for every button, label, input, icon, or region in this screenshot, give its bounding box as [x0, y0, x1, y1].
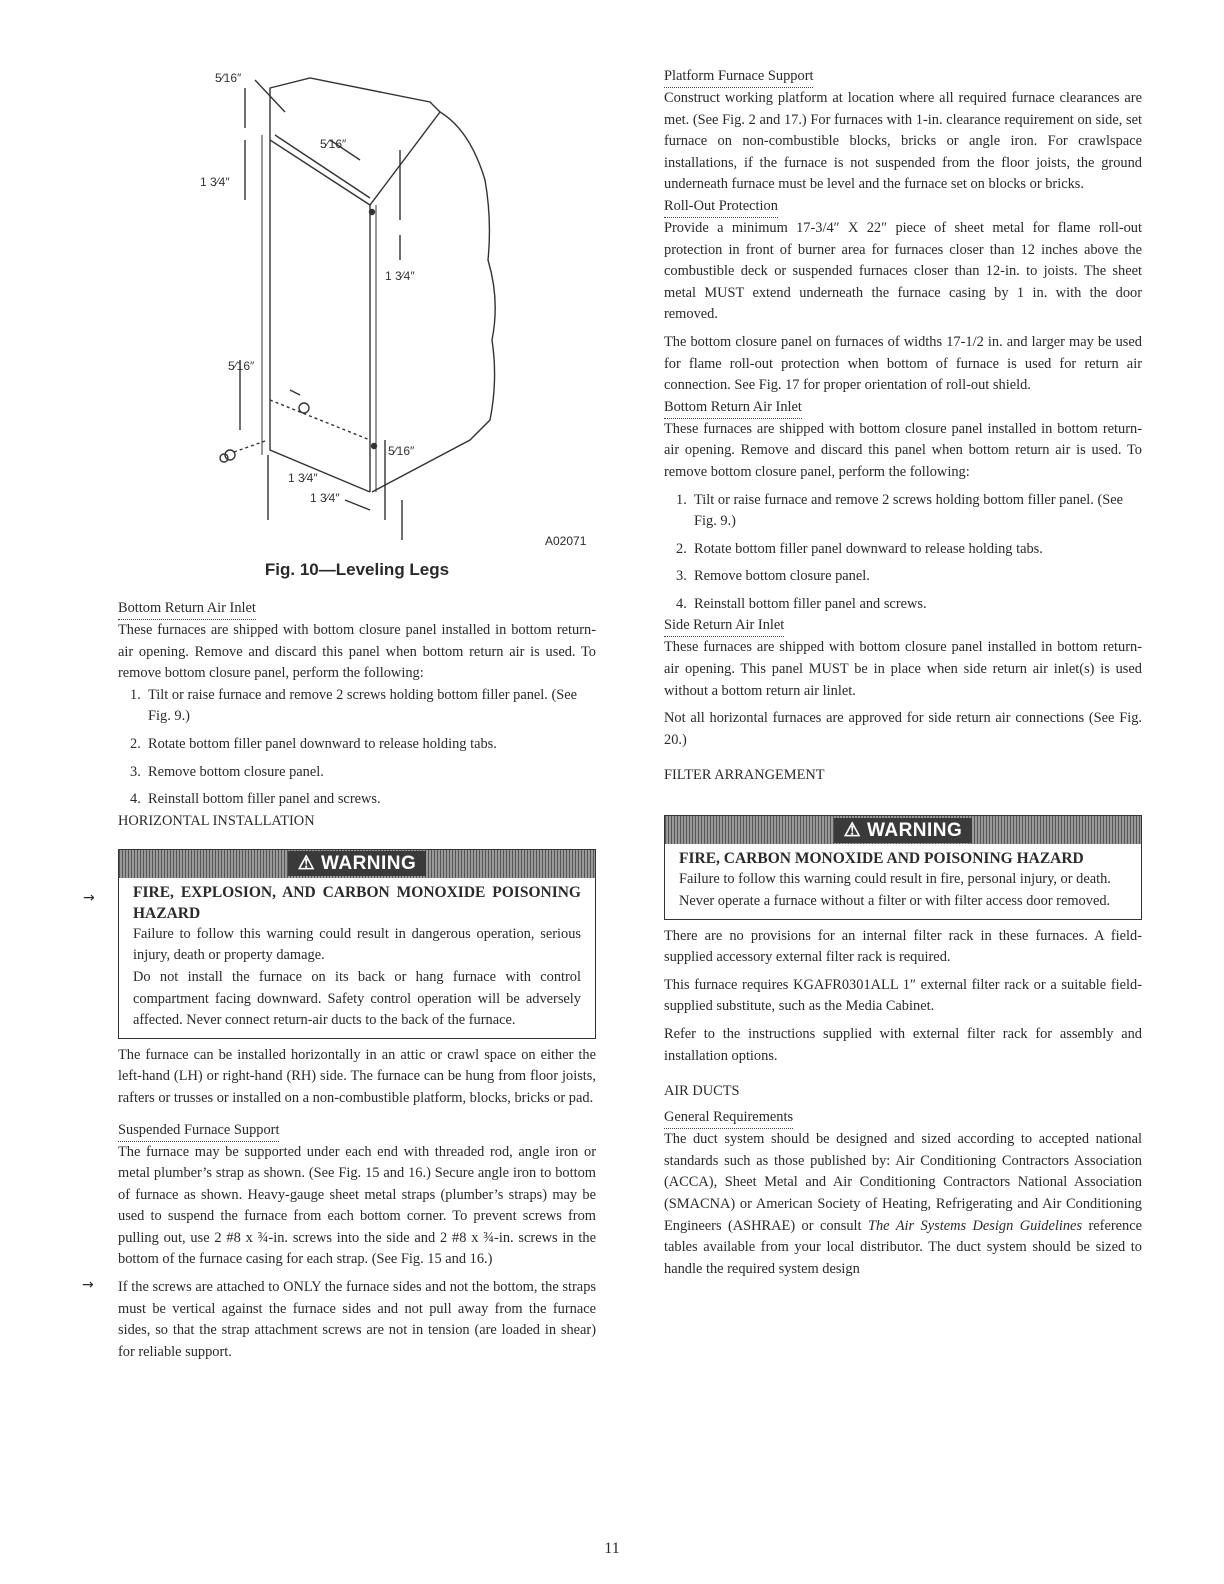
- right-column: [664, 66, 1142, 1280]
- figure-caption: Fig. 10—Leveling Legs: [264, 560, 450, 579]
- side-return-text: These furnaces are shipped with bottom closure panel installed in bottom return-air opening. This panel MUST be in place when side return air inlet(s) is used without a bottom return air linlet.: [664, 639, 1142, 699]
- side-return-text-2: Not all horizontal furnaces are approved for side return air connections (See Fig. 20.): [664, 710, 1142, 748]
- platform-support-heading: Platform Furnace Support: [664, 66, 813, 88]
- list-item: 3. Remove bottom closure panel.: [130, 763, 324, 780]
- figure-id: A02071: [545, 534, 587, 548]
- warning-box-fire-explosion: [83, 849, 596, 1039]
- right-bottom-return-heading: Bottom Return Air Inlet: [664, 397, 802, 419]
- left-bottom-return-heading: Bottom Return Air Inlet: [118, 598, 256, 620]
- filter-text-3: Refer to the instructions supplied with external filter rack for assembly and installation options.: [664, 1026, 1142, 1064]
- platform-support-text: Construct working platform at location where all required furnace clearances are met. (See Fig. 2 and 17.) For furnaces with 1-in. clearance requirement on side, set furnace on non-combustible blocks, bricks or angle iron. For crawlspace installations, if the furnace is not suspended from the floor joists, the ground underneath furnace must be level and the furnace set on blocks or bricks.: [664, 90, 1142, 193]
- list-item: 4. Reinstall bottom filler panel and screws.: [130, 791, 381, 808]
- list-item: 1. Tilt or raise furnace and remove 2 screws holding bottom filler panel. (See Fig. 9.): [676, 491, 1124, 530]
- right-bottom-return-text: These furnaces are shipped with bottom closure panel installed in bottom return-air opening. Remove and discard this panel when bottom return air is used. To remove bottom closure panel, perform the following:: [664, 420, 1142, 480]
- list-item: 4. Reinstall bottom filler panel and screws.: [676, 595, 927, 612]
- filter-text-1: There are no provisions for an internal filter rack in these furnaces. A field-supplied accessory external filter rack is required.: [664, 927, 1142, 966]
- rollout-text: Provide a minimum 17-3/4″ X 22″ piece of sheet metal for flame roll-out protection in front of burner area for furnaces closer than 12 inches above the combustible deck or suspended furnaces closer than 12-in. to joists. The sheet metal MUST extend underneath the furnace casing by 1 in. with the door removed.: [664, 219, 1142, 323]
- rollout-heading: Roll-Out Protection: [664, 196, 778, 218]
- dim-label-5: 5⁄16″: [228, 359, 255, 373]
- list-item: 2. Rotate bottom filler panel downward to release holding tabs.: [130, 735, 497, 752]
- dim-label-6: 5⁄16″: [388, 444, 415, 458]
- dim-label-3: 5⁄16″: [320, 137, 347, 151]
- warning-text-1: Failure to follow this warning could result in fire, personal injury, or death.: [679, 871, 1111, 888]
- rollout-text-2: The bottom closure panel on furnaces of widths 17-1/2 in. and larger may be used for flame roll-out protection when bottom of furnace is used for return air connection. See Fig. 17 for proper orientation of roll-out shield.: [664, 333, 1142, 394]
- warning-header: ⚠ WARNING: [119, 850, 595, 878]
- dim-label-4: 1 3⁄4″: [385, 269, 415, 283]
- dim-label-2: 1 3⁄4″: [200, 175, 230, 189]
- filter-text-2: This furnace requires KGAFR0301ALL 1″ external filter rack or a suitable field-supplied substitute, such as the Media Cabinet.: [664, 976, 1142, 1015]
- left-bottom-return-text: These furnaces are shipped with bottom closure panel installed in bottom return-air opening. Remove and discard this panel when bottom return air is used. To remove bottom closure panel, perform the following:: [118, 622, 596, 682]
- dim-label-1: 5⁄16″: [215, 71, 242, 85]
- suspended-support-heading: Suspended Furnace Support: [118, 1120, 279, 1142]
- change-arrow: →: [82, 1277, 94, 1294]
- horizontal-text: The furnace can be installed horizontally in an attic or crawl space on either the left-hand (LH) or right-hand (RH) side. The furnace can be hung from floor joists, rafters or trusses or installed on a non-combustible platform, blocks, bricks or pad.: [118, 1046, 596, 1106]
- warning-header: ⚠ WARNING: [665, 816, 1141, 844]
- right-steps-list: [664, 490, 1142, 616]
- side-return-heading: Side Return Air Inlet: [664, 615, 784, 637]
- warning-box-fire-carbon: [664, 815, 1142, 919]
- screws-text: If the screws are attached to ONLY the furnace sides and not the bottom, the straps must be vertical against the furnace sides and not pull away from the furnace sides, so that the strap attachment screws are not in tension (are loaded in shear) for reliable support.: [118, 1279, 596, 1360]
- general-requirements-text: The duct system should be designed and sized according to accepted national standards such as those published by: Air Conditioning Contractors Association (ACCA), Sheet Metal and Air Conditioning Contractors National Association (SMACNA) or American Society of Heating, Refrigerating and Air Conditioning Engineers (ASHRAE) or consult The Air Systems Design Guidelines reference tables available from your local distributor. The duct system should be sized to handle the required system design: [664, 1131, 1142, 1277]
- horizontal-installation-heading: HORIZONTAL INSTALLATION: [118, 812, 315, 829]
- suspended-support-text: The furnace may be supported under each end with threaded rod, angle iron or metal plumber’s strap as shown. (See Fig. 15 and 16.) Secure angle iron to bottom of furnace as shown. Heavy-gauge sheet metal straps (plumber’s straps) may be used to suspend the furnace from each bottom corner. To prevent screws from pulling out, use 2 #8 x ¾-in. screws into the side and 2 #8 x ¾-in. screws in the bottom of the furnace casing for each strap. (See Fig. 15 and 16.): [118, 1143, 596, 1268]
- warning-title: FIRE, EXPLOSION, AND CARBON MONOXIDE POISONING HAZARD: [133, 883, 581, 922]
- warning-title: FIRE, CARBON MONOXIDE AND POISONING HAZARD: [679, 850, 1084, 868]
- filter-arrangement-heading: FILTER ARRANGEMENT: [664, 767, 825, 784]
- change-arrow: →: [83, 889, 95, 906]
- dim-label-7: 1 3⁄4″: [288, 471, 318, 485]
- list-item: 3. Remove bottom closure panel.: [676, 568, 870, 585]
- left-column: [82, 598, 596, 1363]
- general-requirements-heading: General Requirements: [664, 1107, 793, 1129]
- list-item: 1. Tilt or raise furnace and remove 2 screws holding bottom filler panel. (See Fig. 9.): [130, 686, 578, 725]
- warning-text-2: Never operate a furnace without a filter or with filter access door removed.: [679, 893, 1111, 910]
- list-item: 2. Rotate bottom filler panel downward to release holding tabs.: [676, 540, 1043, 557]
- warning-text-2: Do not install the furnace on its back or hang furnace with control compartment facing downward. Safety control operation will be adversely affected. Never connect return-air ducts to the back of the furnace.: [133, 968, 581, 1029]
- dim-label-8: 1 3⁄4″: [310, 491, 340, 505]
- page-number: 11: [604, 1540, 620, 1557]
- warning-text-1: Failure to follow this warning could result in dangerous operation, serious injury, death or property damage.: [133, 925, 581, 964]
- air-ducts-heading: AIR DUCTS: [664, 1083, 740, 1100]
- left-steps-list: [118, 685, 596, 811]
